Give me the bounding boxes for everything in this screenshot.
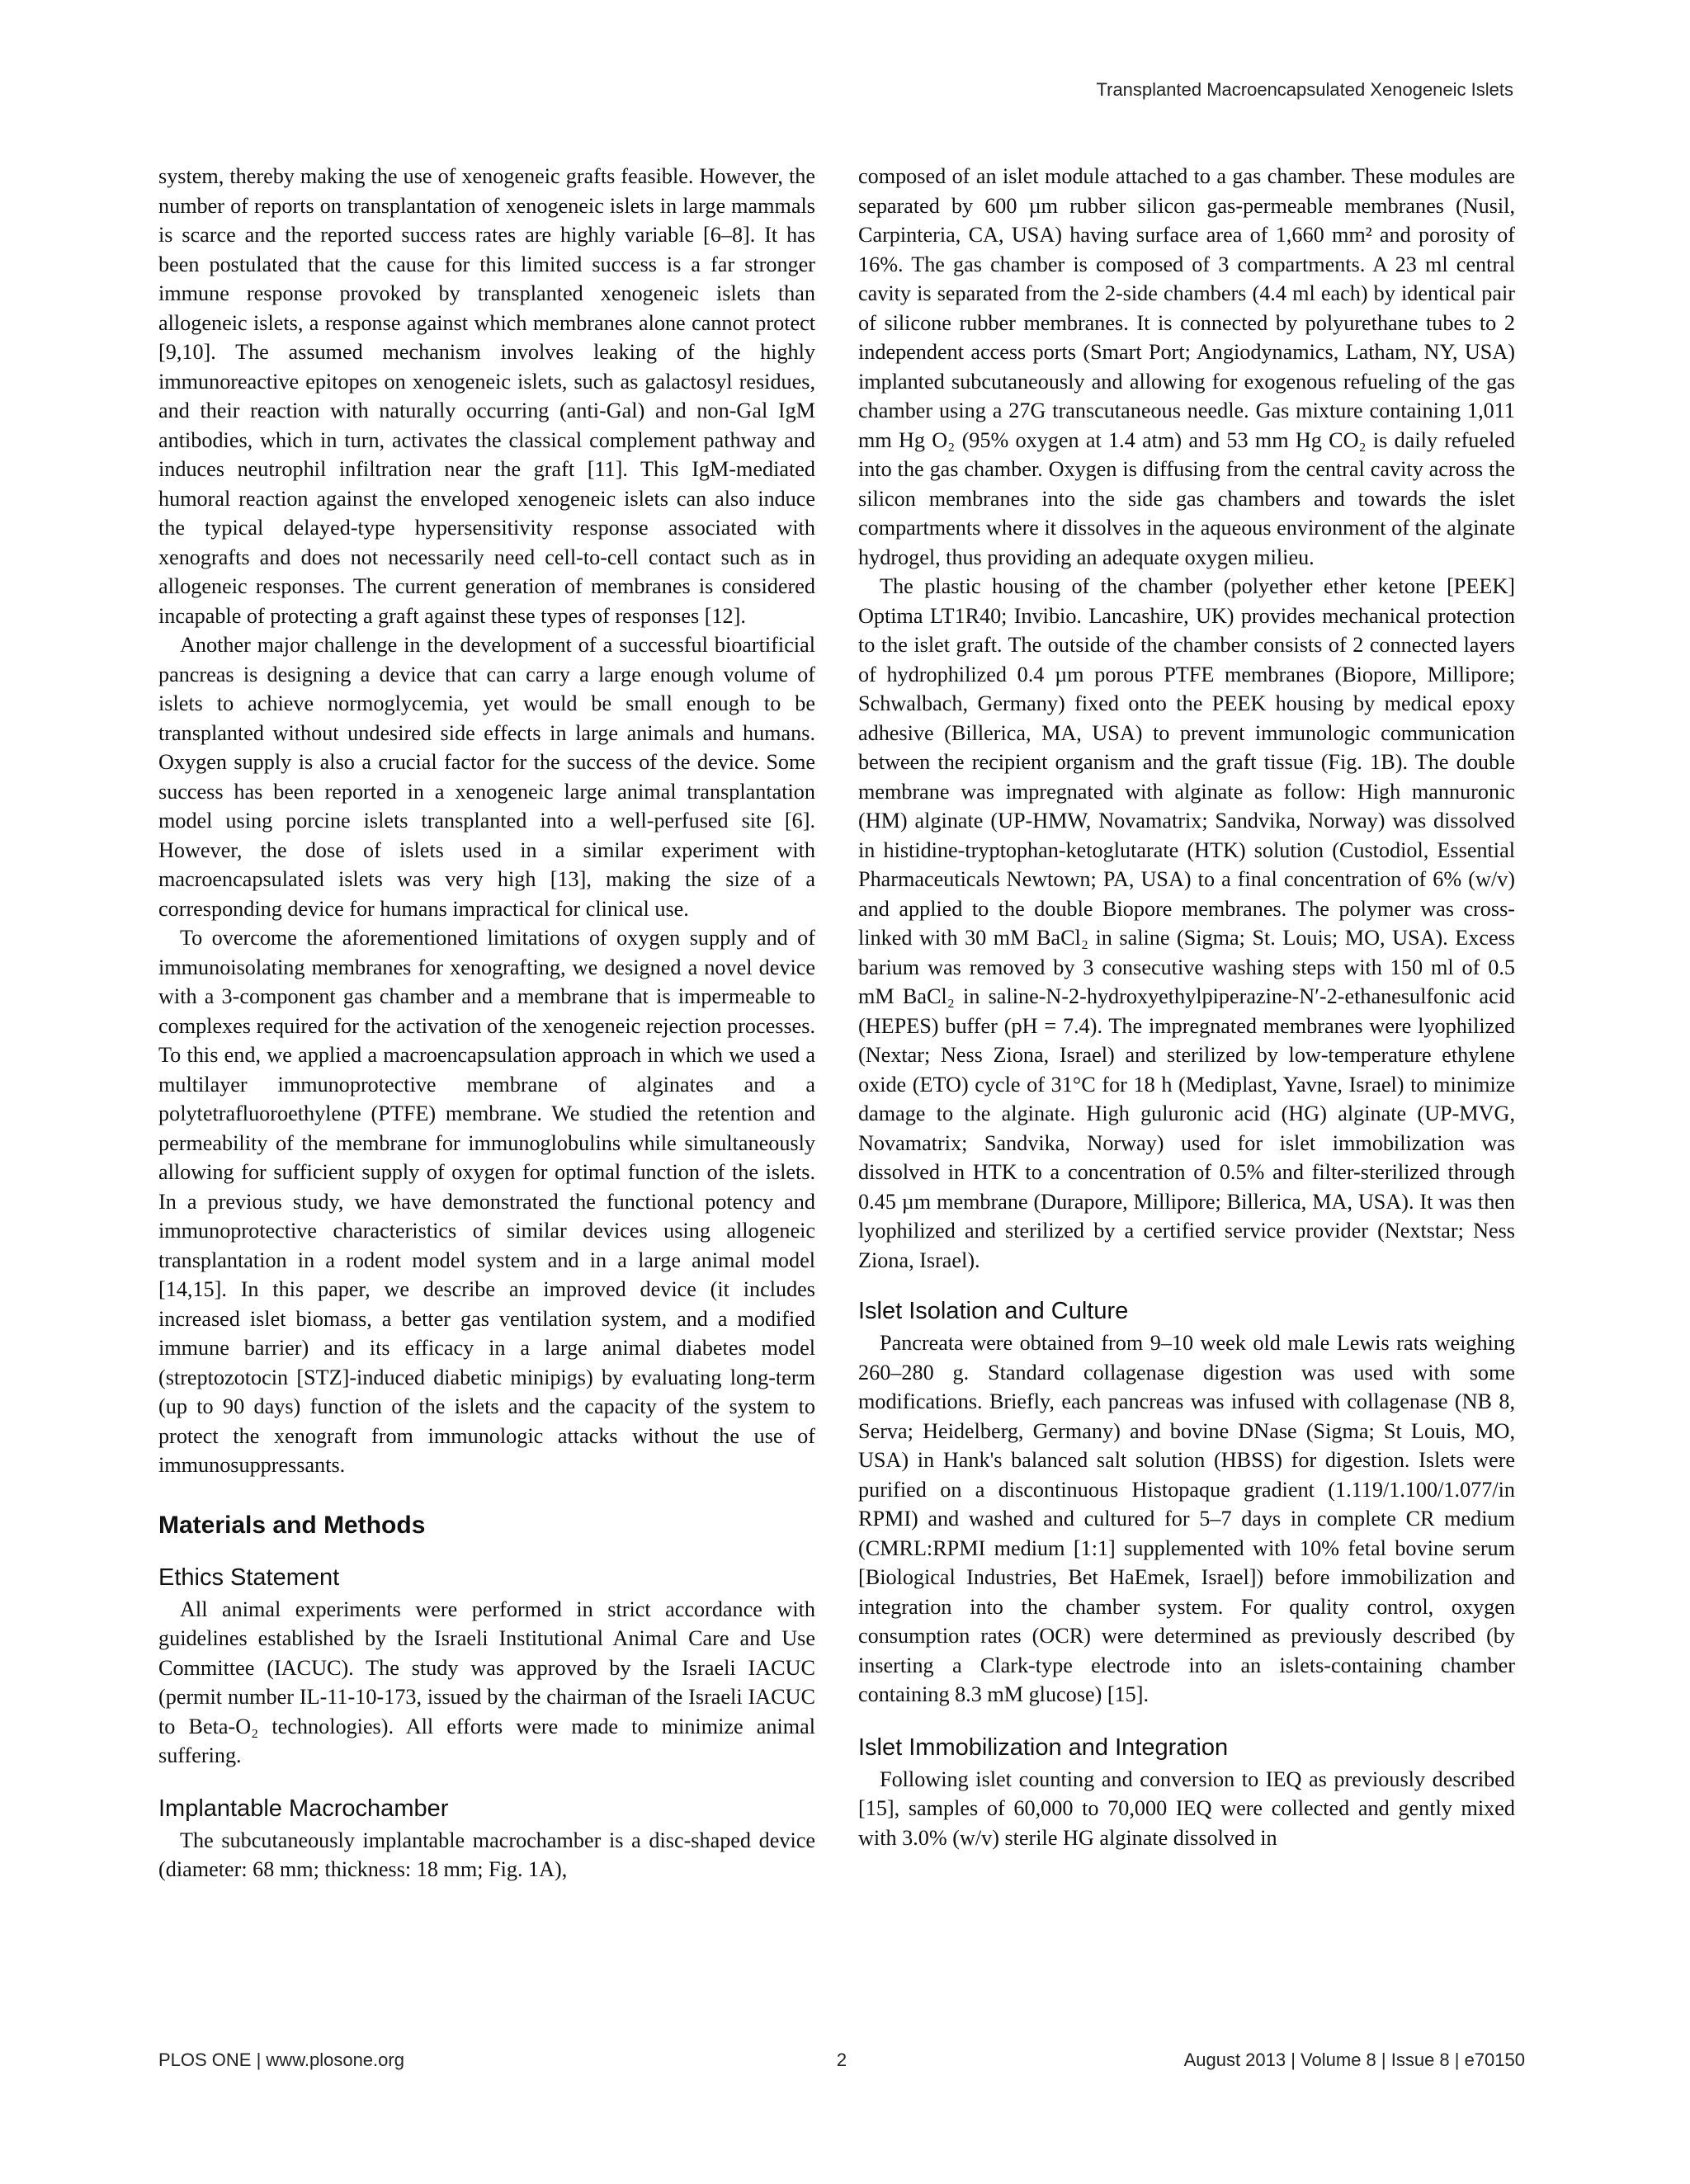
isolation-paragraph: Pancreata were obtained from 9–10 week old male Lewis rats weighing 260–280 g. Standard collagenase digestion was used with some modifications. Briefly, each pancreas was infused with collagenase (NB 8, Serva; Heidelberg, Germany) and bovine DNase (Sigma; St Louis, MO, USA) in Hank's balanced salt solution (HBSS) for digestion. Islets were purified on a discontinuous Histopaque gradient (1.119/1.100/1.077/in RPMI) and washed and cultured for 5–7 days in complete CR medium (CMRL:RPMI medium [1:1] supplemented with 10% fetal bovine serum [Biological Industries, Bet HaEmek, Israel]) before immobilization and integration into the chamber system. For quality control, oxygen consumption rates (OCR) were determined as previously described (by inserting a Clark-type electrode into an islets-containing chamber containing 8.3 mM glucose) [15]. bbox=[858, 1331, 1515, 1706]
left-column bbox=[158, 162, 815, 1884]
subheading-isolation: Islet Isolation and Culture bbox=[858, 1298, 1129, 1324]
footer-page-number: 2 bbox=[836, 2050, 847, 2070]
section-heading-methods: Materials and Methods bbox=[158, 1511, 426, 1539]
immobilization-paragraph: Following islet counting and conversion to IEQ as previously described [15], samples of 60,000 to 70,000 IEQ were collected and gently mixed with 3.0% (w/v) sterile HG alginate dissolved in bbox=[858, 1767, 1515, 1850]
intro-paragraph-2: Another major challenge in the development of a successful bioartificial pancreas is designing a device that can carry a large enough volume of islets to achieve normoglycemia, yet would be small enough to be transplanted without undesired side effects in large animals and humans. Oxygen supply is also a crucial factor for the success of the device. Some success has been reported in a xenogeneic large animal transplantation model using porcine islets transplanted into a well-perfused site [6]. However, the dose of islets used in a similar experiment with macroencapsulated islets was very high [13], making the size of a corresponding device for humans impractical for clinical use. bbox=[158, 633, 815, 921]
running-head: Transplanted Macroencapsulated Xenogeneic Islets bbox=[1096, 79, 1513, 100]
right-column bbox=[858, 162, 1515, 1852]
macrochamber-paragraph-cont: composed of an islet module attached to a gas chamber. These modules are separated by 600 µm rubber silicon gas-permeable membranes (Nusil, Carpinteria, CA, USA) having surface area of 1,660 mm² and porosity of 16%. The gas chamber is composed of 3 compartments. A 23 ml central cavity is separated from the 2-side chambers (4.4 ml each) by identical pair of silicone rubber membranes. It is connected by polyurethane tubes to 2 independent access ports (Smart Port; Angiodynamics, Latham, NY, USA) implanted subcutaneously and allowing for exogenous refueling of the gas chamber using a 27G transcutaneous needle. Gas mixture containing 1,011 mm Hg O₂ (95% oxygen at 1.4 atm) and 53 mm Hg CO₂ is daily refueled into the gas chamber. Oxygen is diffusing from the central cavity across the silicon membranes into the side gas chambers and towards the islet compartments where it dissolves in the aqueous environment of the alginate hydrogel, thus providing an adequate oxygen milieu. bbox=[858, 164, 1515, 569]
footer-journal: PLOS ONE | www.plosone.org bbox=[158, 2050, 404, 2070]
housing-paragraph: The plastic housing of the chamber (polyether ether ketone [PEEK] Optima LT1R40; Invibio. Lancashire, UK) provides mechanical protection to the islet graft. The outside of the chamber consists of 2 connected layers of hydrophilized 0.4 µm porous PTFE membranes (Biopore, Millipore; Schwalbach, Germany) fixed onto the PEEK housing by medical epoxy adhesive (Billerica, MA, USA) to prevent immunologic communication between the recipient organism and the graft tissue (Fig. 1B). The double membrane was impregnated with alginate as follow: High mannuronic (HM) alginate (UP-HMW, Novamatrix; Sandvika, Norway) was dissolved in histidine-tryptophan-ketoglutarate (HTK) solution (Custodiol, Essential Pharmaceuticals Newtown; PA, USA) to a final concentration of 6% (w/v) and applied to the double Biopore membranes. The polymer was cross-linked with 30 mM BaCl₂ in saline (Sigma; St. Louis; MO, USA). Excess barium was removed by 3 consecutive washing steps with 150 ml of 0.5 mM BaCl₂ in saline-N-2-hydroxyethylpiperazine-N′-2-ethanesulfonic acid (HEPES) buffer (pH = 7.4). The impregnated membranes were lyophilized (Nextar; Ness Ziona, Israel) and sterilized by low-temperature ethylene oxide (ETO) cycle of 31°C for 18 h (Mediplast, Yavne, Israel) to minimize damage to the alginate. High guluronic acid (HG) alginate (UP-MVG, Novamatrix; Sandvika, Norway) used for islet immobilization was dissolved in HTK to a concentration of 0.5% and filter-sterilized through 0.45 µm membrane (Durapore, Millipore; Billerica, MA, USA). It was then lyophilized and sterilized by a certified service provider (Nextstar; Ness Ziona, Israel). bbox=[858, 574, 1515, 1272]
macrochamber-paragraph: The subcutaneously implantable macrochamber is a disc-shaped device (diameter: 68 mm; thickness: 18 mm; Fig. 1A), bbox=[158, 1828, 815, 1881]
intro-paragraph-1: system, thereby making the use of xenogeneic grafts feasible. However, the number of reports on transplantation of xenogeneic islets in large mammals is scarce and the reported success rates are highly variable [6–8]. It has been postulated that the cause for this limited success is a far stronger immune response provoked by transplanted xenogeneic islets than allogeneic islets, a response against which membranes alone cannot protect [9,10]. The assumed mechanism involves leaking of the highly immunoreactive epitopes on xenogeneic islets, such as galactosyl residues, and their reaction with naturally occurring (anti-Gal) and non-Gal IgM antibodies, which in turn, activates the classical complement pathway and induces neutrophil infiltration near the graft [11]. This IgM-mediated humoral reaction against the enveloped xenogeneic islets can also induce the typical delayed-type hypersensitivity response associated with xenografts and does not necessarily need cell-to-cell contact such as in allogeneic responses. The current generation of membranes is considered incapable of protecting a graft against these types of responses [12]. bbox=[158, 164, 815, 628]
footer-issue: August 2013 | Volume 8 | Issue 8 | e70150 bbox=[1183, 2050, 1525, 2070]
subheading-ethics: Ethics Statement bbox=[158, 1564, 340, 1591]
intro-paragraph-3: To overcome the aforementioned limitations of oxygen supply and of immunoisolating membranes for xenografting, we designed a novel device with a 3-component gas chamber and a membrane that is impermeable to complexes required for the activation of the xenogeneic rejection processes. To this end, we applied a macroencapsulation approach in which we used a multilayer immunoprotective membrane of alginates and a polytetrafluoroethylene (PTFE) membrane. We studied the retention and permeability of the membrane for immunoglobulins while simultaneously allowing for sufficient supply of oxygen for optimal function of the islets. In a previous study, we have demonstrated the functional potency and immunoprotective characteristics of similar devices using allogeneic transplantation in a rodent model system and in a large animal model [14,15]. In this paper, we describe an improved device (it includes increased islet biomass, a better gas ventilation system, and a modified immune barrier) and its efficacy in a large animal diabetes model (streptozotocin [STZ]-induced diabetic minipigs) by evaluating long-term (up to 90 days) function of the islets and the capacity of the system to protect the xenograft from immunologic attacks without the use of immunosuppressants. bbox=[158, 926, 815, 1477]
ethics-paragraph: All animal experiments were performed in strict accordance with guidelines established by the Israeli Institutional Animal Care and Use Committee (IACUC). The study was approved by the Israeli IACUC (permit number IL-11-10-173, issued by the chairman of the Israeli IACUC to Beta-O₂ technologies). All efforts were made to minimize animal suffering. bbox=[158, 1597, 815, 1767]
subheading-immobilization: Islet Immobilization and Integration bbox=[858, 1734, 1229, 1761]
subheading-macrochamber: Implantable Macrochamber bbox=[158, 1795, 449, 1822]
